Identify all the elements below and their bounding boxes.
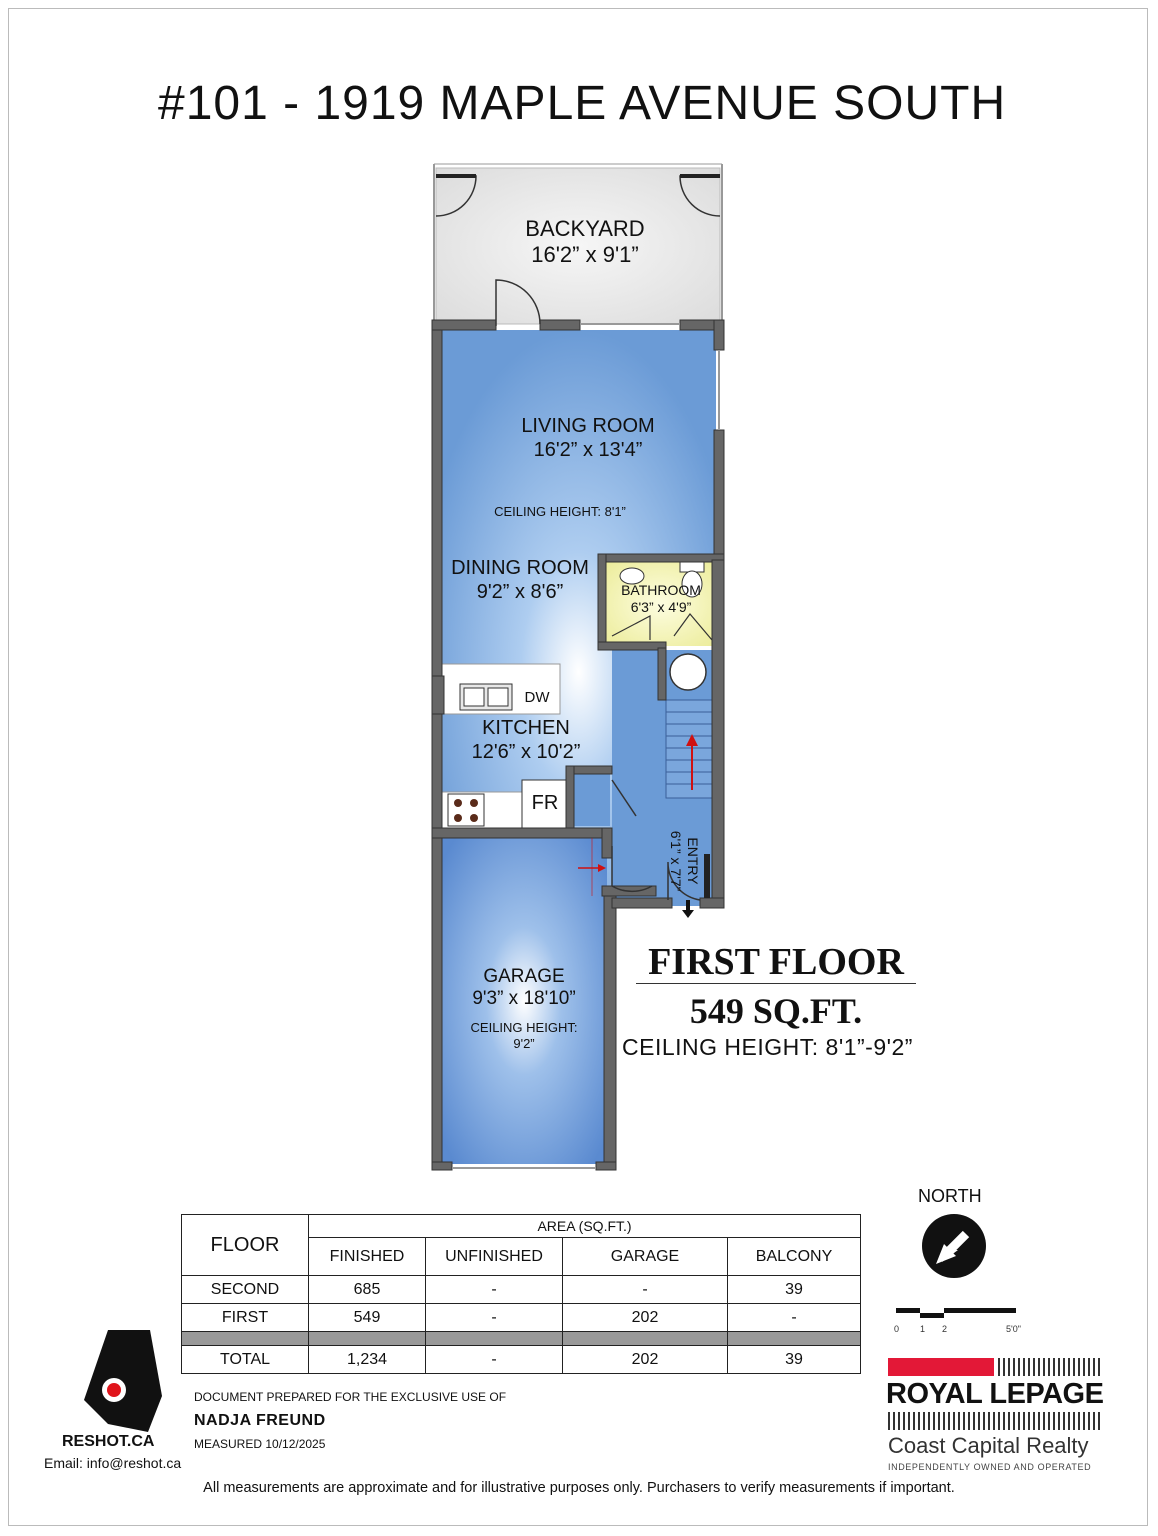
bathroom-size: 6'3” x 4'9”: [630, 599, 692, 615]
entry-name: ENTRY: [685, 837, 701, 885]
table-cell: -: [426, 1346, 563, 1374]
scale-label-1: 1: [920, 1324, 926, 1334]
row-floor: FIRST: [182, 1304, 309, 1332]
prepared-for-text: DOCUMENT PREPARED FOR THE EXCLUSIVE USE OF: [194, 1390, 507, 1404]
reshot-logo: [84, 1330, 162, 1432]
dining-room-name: DINING ROOM: [451, 557, 589, 579]
backyard-size: 16'2” x 9'1”: [531, 242, 639, 267]
kitchen-size: 12'6” x 10'2”: [471, 741, 581, 763]
client-name: NADJA FREUND: [194, 1412, 326, 1429]
floor-area: 549 SQ.FT.: [689, 991, 863, 1031]
brokerage-office: Coast Capital Realty: [888, 1433, 1089, 1458]
table-total-row: [182, 1346, 861, 1374]
area-group-header: AREA (SQ.FT.): [309, 1215, 861, 1238]
area-table: [181, 1214, 861, 1374]
garage-label: [441, 966, 607, 1010]
col-garage: GARAGE: [563, 1238, 728, 1276]
living-room-ceiling: CEILING HEIGHT: 8'1”: [494, 504, 626, 519]
disclaimer: All measurements are approximate and for illustrative purposes only. Purchasers to verify measurements if important.: [203, 1480, 955, 1496]
garage-name: GARAGE: [483, 966, 565, 987]
reshot-name: RESHOT.CA: [62, 1433, 155, 1450]
table-cell: 202: [563, 1304, 728, 1332]
living-room-name: LIVING ROOM: [521, 415, 655, 437]
property-address-title: #101 - 1919 MAPLE AVENUE SOUTH: [158, 77, 1007, 130]
backyard-label: [500, 216, 670, 268]
living-room-label: [500, 414, 676, 462]
dishwasher-label: DW: [524, 689, 550, 706]
table-cell: 39: [728, 1346, 861, 1374]
table-cell: -: [426, 1304, 563, 1332]
brokerage-tagline: INDEPENDENTLY OWNED AND OPERATED: [888, 1462, 1092, 1472]
table-separator: [182, 1332, 861, 1346]
scale-label-0: 0: [894, 1324, 900, 1334]
entry-size: 6'1” x 7'7”: [668, 830, 684, 892]
table-row: [182, 1304, 861, 1332]
royal-lepage-red-bar: [888, 1358, 994, 1376]
north-compass: [922, 1214, 986, 1278]
col-balcony: BALCONY: [728, 1238, 861, 1276]
stove: [448, 794, 484, 826]
garage-ceiling: [441, 1020, 607, 1052]
col-finished: FINISHED: [309, 1238, 426, 1276]
north-label: NORTH: [918, 1186, 982, 1206]
col-unfinished: UNFINISHED: [426, 1238, 563, 1276]
round-table: [670, 654, 706, 690]
scale-bar: [896, 1308, 1016, 1318]
garage-ceiling-line2: 9'2”: [513, 1036, 535, 1051]
living-room-size: 16'2” x 13'4”: [533, 439, 643, 461]
dining-room-label: [440, 556, 600, 604]
bathroom-name: BATHROOM: [621, 582, 701, 598]
dining-room-size: 9'2” x 8'6”: [476, 581, 564, 603]
bathroom-label: [606, 582, 716, 616]
measured-date: MEASURED 10/12/2025: [194, 1437, 326, 1451]
table-cell: 549: [309, 1304, 426, 1332]
table-cell: 202: [563, 1346, 728, 1374]
table-cell: -: [728, 1304, 861, 1332]
table-cell: 1,234: [309, 1346, 426, 1374]
floor-ceiling-height: CEILING HEIGHT: 8'1”-9'2”: [622, 1034, 913, 1060]
total-label: TOTAL: [182, 1346, 309, 1374]
scale-label-2: 2: [942, 1324, 948, 1334]
floor-header: FLOOR: [182, 1215, 309, 1276]
row-floor: SECOND: [182, 1276, 309, 1304]
table-row: [182, 1276, 861, 1304]
floor-divider: [636, 983, 916, 984]
brokerage-name: ROYAL LEPAGE: [886, 1378, 1104, 1410]
table-cell: 685: [309, 1276, 426, 1304]
entry-label: [667, 801, 701, 921]
compass-arrow-icon: [922, 1214, 986, 1278]
garage-size: 9'3” x 18'10”: [472, 988, 576, 1009]
kitchen-name: KITCHEN: [482, 717, 570, 739]
table-cell: -: [563, 1276, 728, 1304]
scale-label-5ft: 5'0": [1006, 1324, 1021, 1334]
floor-name: FIRST FLOOR: [648, 941, 904, 983]
table-cell: 39: [728, 1276, 861, 1304]
backyard-name: BACKYARD: [525, 216, 645, 241]
kitchen-label: [446, 716, 606, 764]
garage-ceiling-line1: CEILING HEIGHT:: [470, 1020, 578, 1035]
fridge-label: FR: [531, 792, 559, 814]
reshot-email[interactable]: Email: info@reshot.ca: [44, 1455, 182, 1471]
entry-closet: [574, 772, 610, 826]
table-cell: -: [426, 1276, 563, 1304]
